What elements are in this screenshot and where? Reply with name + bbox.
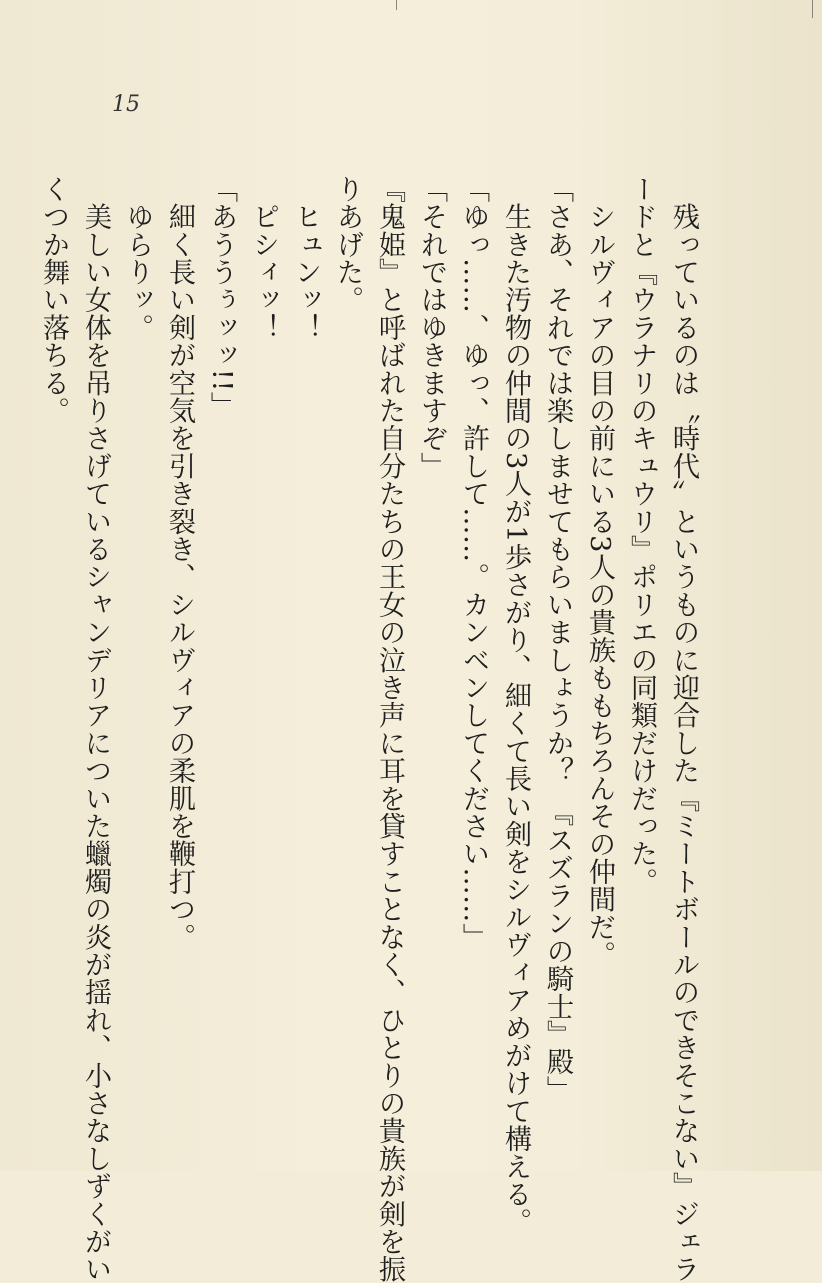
trim-mark bbox=[812, 0, 813, 18]
text-line: シルヴィアの目の前にいる3人の貴族ももちろんその仲間だ。 bbox=[584, 175, 615, 969]
trim-mark bbox=[396, 0, 397, 10]
text-line: 「ゆっ……、ゆっ、許して……。カンベンしてください……」 bbox=[458, 175, 489, 951]
text-line: 「それではゆきますぞ」 bbox=[416, 175, 447, 480]
text-line: ードと『ウラナリのキュウリ』ポリエの同類だけだった。 bbox=[626, 175, 657, 896]
page-number: 15 bbox=[112, 92, 140, 117]
text-line: ピシィッ！ bbox=[248, 175, 279, 342]
text-line: 『鬼姫』と呼ばれた自分たちの王女の泣き声に耳を貸すことなく、ひとりの貴族が剣を振 bbox=[374, 175, 405, 1283]
text-line: ゆらりッ。 bbox=[122, 175, 153, 342]
text-line: 細く長い剣が空気を引き裂き、シルヴィアの柔肌を鞭打つ。 bbox=[164, 175, 195, 951]
vertical-body-text bbox=[32, 175, 704, 1283]
text-line: 生きた汚物の仲間の3人が1歩さがり、細くて長い剣をシルヴィアめがけて構える。 bbox=[500, 175, 531, 1236]
text-line: くつか舞い落ちる。 bbox=[38, 175, 69, 425]
text-line: 美しい女体を吊りさげているシャンデリアについた蠟燭の炎が揺れ、小さなしずくがい bbox=[80, 175, 111, 1283]
text-line: 残っているのは〝時代〟というものに迎合した『ミートボールのできそこない』ジェラ bbox=[668, 175, 699, 1283]
text-line: ヒュンッ！ bbox=[290, 175, 321, 342]
text-line: りあげた。 bbox=[332, 175, 363, 314]
text-line: 「あううぅッッ!!」 bbox=[206, 175, 237, 420]
text-line: 「さあ、それでは楽しませてもらいましょうか？ 『スズランの騎士』殿」 bbox=[542, 175, 573, 1104]
